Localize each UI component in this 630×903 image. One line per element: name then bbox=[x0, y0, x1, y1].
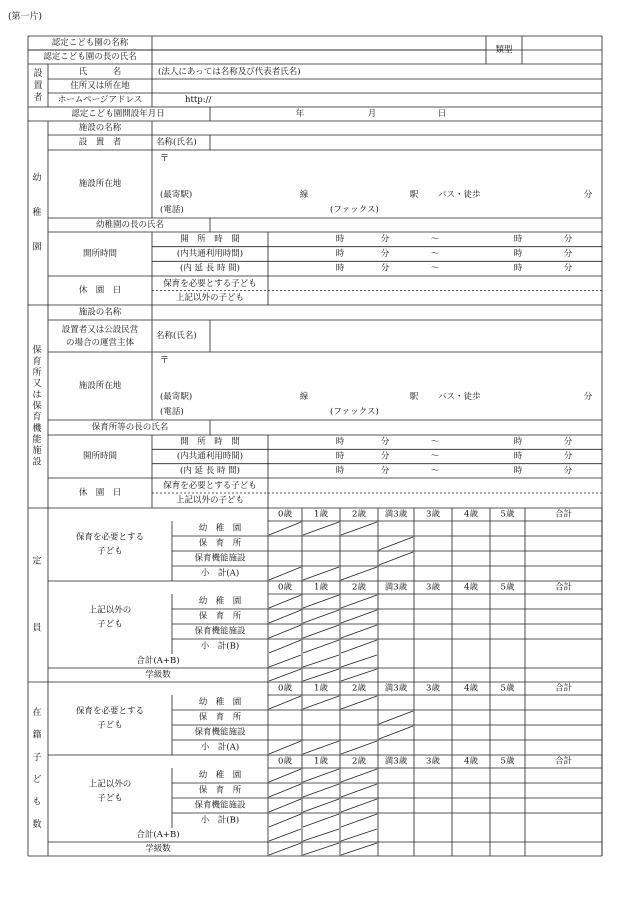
homepage-label: ホームページアドレス bbox=[57, 95, 143, 105]
rule-line bbox=[269, 640, 301, 653]
hour-unit: 時 bbox=[335, 465, 345, 476]
rule-line bbox=[303, 784, 339, 797]
rule-line bbox=[303, 843, 339, 855]
subtotal-label: 小 計(B) bbox=[200, 641, 240, 652]
nursery-section-char: 施 bbox=[32, 446, 42, 457]
age-column-header: 3歳 bbox=[426, 683, 440, 694]
rule-line bbox=[341, 829, 377, 841]
minute-unit: 分 bbox=[563, 249, 573, 259]
minute-unit: 分 bbox=[563, 234, 573, 245]
nursery-section-char: 設 bbox=[32, 457, 42, 468]
center-name-label: 認定こども園の名称 bbox=[51, 38, 129, 48]
rule-line bbox=[303, 640, 339, 653]
rule-line bbox=[269, 843, 301, 855]
age-column-header: 4歳 bbox=[464, 683, 478, 694]
enrolled-section-char: 籍 bbox=[32, 730, 42, 741]
tilde: ～ bbox=[430, 249, 440, 259]
kindergarten-section-char: 幼 bbox=[32, 173, 42, 184]
sheet-label: (第一片) bbox=[8, 12, 43, 22]
hour-unit: 時 bbox=[335, 263, 345, 274]
hours-label: 開所時間 bbox=[82, 451, 118, 462]
hour-unit: 時 bbox=[335, 249, 345, 259]
tilde: ～ bbox=[430, 465, 440, 476]
minute-unit: 分 bbox=[380, 437, 390, 448]
hour-unit: 時 bbox=[335, 234, 345, 245]
facility-row-label: 保育機能施設 bbox=[194, 626, 246, 637]
bus-walk-label: バス・徒歩 bbox=[438, 392, 481, 402]
rule-line bbox=[303, 610, 339, 623]
rule-line bbox=[269, 696, 301, 709]
rule-line bbox=[379, 726, 413, 739]
hour-unit: 時 bbox=[513, 249, 523, 259]
age-column-header: 1歳 bbox=[314, 756, 328, 767]
minute-unit: 分 bbox=[563, 465, 573, 476]
age-column-header: 0歳 bbox=[278, 756, 292, 767]
kindergarten-section-char: 園 bbox=[32, 242, 42, 253]
location-label: 施設所在地 bbox=[78, 179, 122, 189]
founder-name-label: 氏 名 bbox=[78, 67, 122, 77]
founder-section-char: 者 bbox=[33, 93, 43, 103]
class-count-label: 学級数 bbox=[145, 844, 171, 854]
minute-unit: 分 bbox=[380, 234, 390, 245]
group-label: 上記以外の bbox=[88, 605, 132, 616]
enrolled-section-char: 子 bbox=[32, 752, 42, 763]
holiday-label: 休 園 日 bbox=[78, 488, 122, 498]
hours-row-label: (内共通利用時間) bbox=[176, 249, 244, 259]
nearest-station-label: (最寄駅) bbox=[160, 392, 193, 402]
rule-line bbox=[303, 522, 339, 535]
kindergarten-section-char: 稚 bbox=[32, 208, 42, 218]
line-unit: 線 bbox=[299, 392, 309, 402]
minute-unit: 分 bbox=[563, 437, 573, 448]
holiday-row-label: 保育を必要とする子ども bbox=[163, 481, 257, 492]
fax-label: (ファックス) bbox=[330, 407, 379, 417]
nursery-section-char: 機 bbox=[32, 423, 42, 434]
capacity-section-char: 定 bbox=[32, 556, 42, 567]
hour-unit: 時 bbox=[513, 234, 523, 245]
rule-line bbox=[379, 552, 413, 565]
rule-line bbox=[269, 625, 301, 638]
age-column-header: 0歳 bbox=[278, 509, 292, 520]
subtotal-label: 小 計(A) bbox=[200, 742, 240, 753]
minute-unit: 分 bbox=[380, 465, 390, 476]
head-name-label: 幼稚園の長の氏名 bbox=[95, 220, 165, 230]
age-column-header: 2歳 bbox=[352, 582, 366, 593]
hours-row-label: (内 延 長 時 間) bbox=[180, 263, 240, 274]
total-label: 合計(A+B) bbox=[136, 656, 180, 666]
facility-name-label: 施設の名称 bbox=[78, 123, 122, 133]
facility-row-label: 保 育 所 bbox=[198, 538, 242, 549]
rule-line bbox=[341, 741, 377, 754]
nursery-section-char: 育 bbox=[32, 356, 42, 367]
rule-line bbox=[341, 567, 377, 580]
name-label: 名称(氏名) bbox=[156, 331, 197, 341]
age-column-header: 満3歳 bbox=[384, 509, 408, 520]
age-column-header: 満3歳 bbox=[384, 756, 408, 767]
hour-unit: 時 bbox=[335, 437, 345, 448]
minute-unit: 分 bbox=[563, 263, 573, 274]
postal-mark: 〒 bbox=[160, 356, 170, 366]
age-column-header: 0歳 bbox=[278, 683, 292, 694]
facility-row-label: 保 育 所 bbox=[198, 785, 242, 796]
rule-line bbox=[303, 595, 339, 608]
station-unit: 駅 bbox=[409, 190, 419, 200]
age-column-header: 5歳 bbox=[500, 756, 515, 767]
facility-name-label: 施設の名称 bbox=[78, 307, 122, 318]
rule-line bbox=[269, 799, 301, 812]
group-label: 上記以外の bbox=[88, 779, 132, 790]
rule-line bbox=[341, 696, 377, 709]
facility-row-label: 保育機能施設 bbox=[194, 553, 246, 564]
holiday-label: 休 園 日 bbox=[78, 285, 122, 296]
tilde: ～ bbox=[430, 234, 440, 245]
head-name-label: 保育所等の長の氏名 bbox=[91, 422, 169, 433]
nursery-section-char: は bbox=[32, 390, 42, 401]
rule-line bbox=[303, 829, 339, 841]
capacity-section-char: 員 bbox=[32, 623, 42, 634]
hours-row-label: 開 所 時 間 bbox=[180, 234, 240, 245]
facility-row-label: 保育機能施設 bbox=[194, 727, 246, 738]
minute-unit: 分 bbox=[380, 249, 390, 259]
rule-line bbox=[269, 829, 301, 841]
minutes-unit: 分 bbox=[583, 190, 593, 200]
rule-line bbox=[303, 799, 339, 812]
rule-line bbox=[303, 655, 339, 667]
age-column-header: 1歳 bbox=[314, 582, 328, 593]
postal-mark: 〒 bbox=[160, 154, 170, 164]
hours-row-label: (内 延 長 時 間) bbox=[180, 465, 240, 476]
age-column-header: 5歳 bbox=[500, 509, 515, 520]
age-column-header: 満3歳 bbox=[384, 683, 408, 694]
rule-line bbox=[303, 669, 339, 681]
group-label: 保育を必要とする bbox=[75, 706, 145, 717]
rule-line bbox=[303, 625, 339, 638]
tilde: ～ bbox=[430, 263, 440, 274]
rule-line bbox=[379, 537, 413, 550]
nursery-section-char: 育 bbox=[32, 412, 42, 423]
rule-line bbox=[341, 784, 377, 797]
rule-line bbox=[341, 669, 377, 681]
facility-row-label: 幼 稚 園 bbox=[198, 770, 242, 781]
hour-unit: 時 bbox=[513, 451, 523, 462]
enrolled-section-char: 在 bbox=[32, 708, 42, 719]
rule-line bbox=[341, 610, 377, 623]
operator-label: の場合の運営主体 bbox=[65, 338, 135, 348]
hour-unit: 時 bbox=[513, 437, 523, 448]
operator-label: 設置者又は公設民営 bbox=[61, 325, 139, 335]
age-column-header: 合計 bbox=[554, 683, 573, 694]
tilde: ～ bbox=[430, 451, 440, 462]
facility-row-label: 幼 稚 園 bbox=[198, 596, 242, 607]
hour-unit: 時 bbox=[513, 263, 523, 274]
group-label: 子ども bbox=[97, 720, 123, 731]
rule-line bbox=[303, 567, 339, 580]
rule-line bbox=[303, 769, 339, 782]
rule-line bbox=[303, 814, 339, 827]
age-column-header: 3歳 bbox=[426, 509, 440, 520]
homepage-value: http:// bbox=[185, 95, 212, 105]
line-unit: 線 bbox=[299, 190, 309, 200]
age-column-header: 合計 bbox=[554, 756, 573, 767]
rule-line bbox=[341, 799, 377, 812]
nearest-station-label: (最寄駅) bbox=[160, 190, 193, 200]
bus-walk-label: バス・徒歩 bbox=[438, 190, 481, 200]
phone-label: (電話) bbox=[160, 407, 184, 417]
nursery-section-char: 保 bbox=[32, 401, 42, 412]
age-column-header: 1歳 bbox=[314, 683, 328, 694]
age-column-header: 2歳 bbox=[352, 509, 366, 520]
facility-row-label: 保 育 所 bbox=[198, 712, 242, 723]
total-label: 合計(A+B) bbox=[136, 830, 180, 840]
age-column-header: 2歳 bbox=[352, 756, 366, 767]
rule-line bbox=[269, 655, 301, 667]
form-text bbox=[8, 10, 593, 854]
minute-unit: 分 bbox=[380, 451, 390, 462]
hour-unit: 時 bbox=[513, 465, 523, 476]
age-column-header: 5歳 bbox=[500, 582, 515, 593]
nursery-section-char: 又 bbox=[32, 379, 42, 390]
enrolled-section-char: 数 bbox=[32, 819, 42, 830]
hours-row-label: 開 所 時 間 bbox=[180, 437, 240, 448]
holiday-row-label: 上記以外の子ども bbox=[175, 292, 245, 303]
type-label: 類型 bbox=[495, 45, 513, 55]
rule-line bbox=[341, 625, 377, 638]
hours-label: 開所時間 bbox=[82, 249, 118, 259]
minute-unit: 分 bbox=[380, 263, 390, 274]
opening-date-label: 認定こども園開設年月日 bbox=[71, 109, 165, 119]
enrolled-section-char: も bbox=[32, 797, 42, 808]
rule-line bbox=[269, 595, 301, 608]
founder-name-note: (法人にあっては名称及び代表者氏名) bbox=[158, 67, 301, 77]
age-column-header: 合計 bbox=[554, 582, 573, 593]
age-column-header: 0歳 bbox=[278, 582, 292, 593]
year-unit: 年 bbox=[295, 109, 305, 119]
age-column-header: 満3歳 bbox=[384, 582, 408, 593]
rule-line bbox=[269, 669, 301, 681]
location-label: 施設所在地 bbox=[78, 381, 122, 391]
facility-row-label: 幼 稚 園 bbox=[198, 697, 242, 708]
age-column-header: 4歳 bbox=[464, 582, 478, 593]
rule-line bbox=[269, 610, 301, 623]
rule-line bbox=[341, 769, 377, 782]
rule-line bbox=[269, 784, 301, 797]
age-column-header: 3歳 bbox=[426, 582, 440, 593]
age-column-header: 4歳 bbox=[464, 509, 478, 520]
rule-line bbox=[341, 655, 377, 667]
subtotal-label: 小 計(A) bbox=[200, 568, 240, 579]
founder-address-label: 住所又は所在地 bbox=[70, 81, 130, 91]
minutes-unit: 分 bbox=[583, 392, 593, 402]
group-label: 子ども bbox=[97, 546, 123, 557]
founder-label: 設 置 者 bbox=[78, 137, 122, 148]
rule-line bbox=[269, 741, 301, 754]
rule-line bbox=[269, 522, 301, 535]
nursery-section-char: 保 bbox=[32, 345, 42, 356]
rule-line bbox=[341, 843, 377, 855]
nursery-section-char: 能 bbox=[32, 435, 42, 446]
group-label: 子ども bbox=[97, 793, 123, 804]
fax-label: (ファックス) bbox=[330, 205, 379, 215]
rule-line bbox=[379, 711, 413, 724]
group-label: 保育を必要とする bbox=[75, 532, 145, 543]
age-column-header: 1歳 bbox=[314, 509, 328, 520]
age-column-header: 5歳 bbox=[500, 683, 515, 694]
rule-line bbox=[341, 814, 377, 827]
founder-section-char: 置 bbox=[33, 81, 43, 91]
rule-line bbox=[269, 814, 301, 827]
facility-row-label: 保 育 所 bbox=[198, 611, 242, 622]
facility-row-label: 保育機能施設 bbox=[194, 800, 246, 811]
hours-row-label: (内共通利用時間) bbox=[176, 451, 244, 462]
rule-line bbox=[303, 741, 339, 754]
age-column-header: 3歳 bbox=[426, 756, 440, 767]
rule-line bbox=[269, 567, 301, 580]
nursery-section-char: 所 bbox=[32, 367, 42, 378]
holiday-row-label: 上記以外の子ども bbox=[175, 495, 245, 506]
rule-line bbox=[303, 696, 339, 709]
phone-label: (電話) bbox=[160, 205, 184, 215]
rule-line bbox=[269, 769, 301, 782]
subtotal-label: 小 計(B) bbox=[200, 815, 240, 826]
name-label: 名称(氏名) bbox=[156, 137, 197, 148]
founder-section-char: 設 bbox=[33, 69, 43, 79]
holiday-row-label: 保育を必要とする子ども bbox=[163, 278, 257, 289]
hour-unit: 時 bbox=[335, 451, 345, 462]
tilde: ～ bbox=[430, 437, 440, 448]
rule-line bbox=[341, 595, 377, 608]
rule-line bbox=[341, 640, 377, 653]
center-head-label: 認定こども園の長の氏名 bbox=[43, 52, 137, 62]
rule-line bbox=[341, 522, 377, 535]
age-column-header: 4歳 bbox=[464, 756, 478, 767]
class-count-label: 学級数 bbox=[145, 670, 171, 680]
month-unit: 月 bbox=[367, 109, 377, 119]
day-unit: 日 bbox=[437, 109, 447, 119]
facility-row-label: 幼 稚 園 bbox=[198, 523, 242, 534]
enrolled-section-char: ど bbox=[32, 775, 42, 786]
minute-unit: 分 bbox=[563, 451, 573, 462]
age-column-header: 合計 bbox=[554, 509, 573, 520]
group-label: 子ども bbox=[97, 619, 123, 630]
age-column-header: 2歳 bbox=[352, 683, 366, 694]
station-unit: 駅 bbox=[409, 392, 419, 402]
